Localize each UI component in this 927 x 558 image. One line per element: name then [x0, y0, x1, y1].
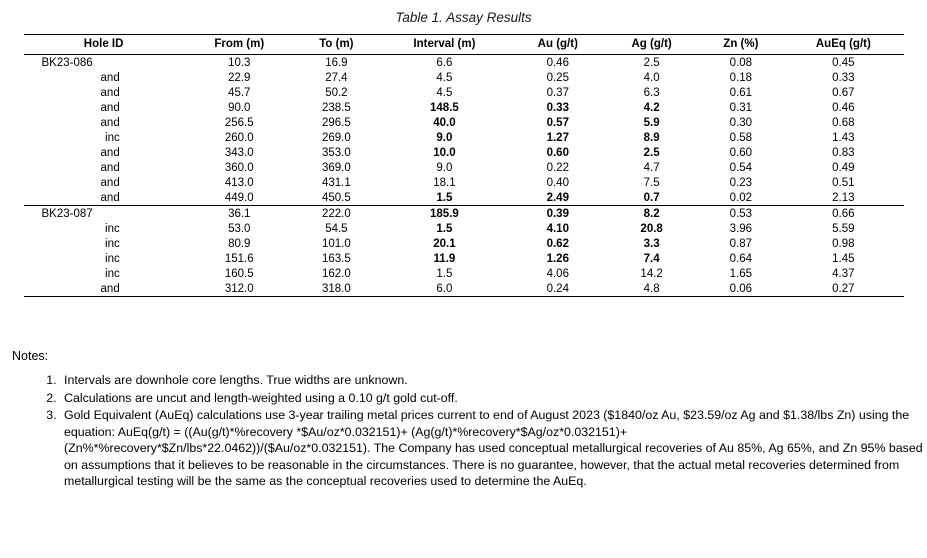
cell-from: 413.0: [224, 176, 254, 189]
cell-interval: 1.5: [436, 267, 453, 280]
cell-interval: 185.9: [378, 206, 511, 222]
cell-hole-id: and: [24, 190, 184, 206]
cell-aueq: 0.33: [832, 71, 855, 84]
cell-aueq: 0.98: [832, 237, 855, 250]
cell-au: 4.06: [546, 267, 569, 280]
cell-au: 2.49: [511, 190, 605, 206]
cell-interval: 1.5: [378, 190, 511, 206]
cell-ag: 4.0: [643, 71, 660, 84]
cell-aueq: 0.66: [783, 206, 903, 222]
cell-zn: 0.02: [699, 190, 784, 206]
table-title: Table 1. Assay Results: [395, 10, 532, 25]
notes-label: Notes:: [12, 349, 49, 363]
cell-to: 222.0: [295, 206, 378, 222]
cell-hole-id: BK23-086: [41, 56, 93, 69]
table-row: [24, 130, 904, 145]
cell-from: 343.0: [224, 146, 254, 159]
table-row: [24, 281, 904, 297]
cell-zn: 3.96: [729, 222, 753, 235]
cell-interval: 18.1: [433, 176, 456, 189]
cell-to: 50.2: [325, 86, 348, 99]
column-header-aueq: AuEq (g/t): [783, 35, 903, 55]
cell-zn: 0.31: [729, 101, 753, 114]
cell-au: 0.33: [546, 101, 569, 114]
cell-hole-id: and: [24, 281, 184, 297]
cell-zn: 0.30: [729, 116, 753, 129]
column-header-au: Au (g/t): [511, 35, 605, 55]
cell-hole-id: and: [100, 86, 120, 99]
cell-interval: 9.0: [436, 161, 453, 174]
cell-zn: 0.87: [729, 237, 753, 250]
cell-interval: 6.6: [436, 56, 453, 69]
cell-hole-id: and: [100, 101, 120, 114]
column-header-ag: Ag (g/t): [605, 35, 699, 55]
cell-ag: 5.9: [643, 116, 660, 129]
cell-au: 0.22: [546, 161, 569, 174]
cell-aueq: 0.51: [832, 176, 855, 189]
cell-aueq: 1.45: [832, 252, 855, 265]
cell-au: 0.57: [546, 116, 569, 129]
cell-aueq: 0.45: [832, 56, 855, 69]
cell-to: 369.0: [321, 161, 351, 174]
cell-to: 318.0: [295, 281, 378, 297]
cell-ag: 20.8: [640, 222, 663, 235]
cell-zn: 0.60: [729, 146, 753, 159]
cell-from: 312.0: [184, 281, 295, 297]
cell-from: 10.3: [228, 56, 251, 69]
cell-zn: 0.58: [729, 131, 753, 144]
cell-zn: 0.53: [699, 206, 784, 222]
cell-from: 256.5: [224, 116, 254, 129]
table-row: [24, 55, 904, 71]
cell-interval: 148.5: [430, 101, 459, 114]
cell-aueq: 0.27: [783, 281, 903, 297]
table-body: [24, 55, 904, 297]
cell-au: 4.10: [546, 222, 569, 235]
cell-hole-id: inc: [105, 267, 120, 280]
cell-hole-id: inc: [105, 237, 120, 250]
column-header-zn: Zn (%): [699, 35, 784, 55]
cell-aueq: 0.83: [832, 146, 855, 159]
cell-interval: 1.5: [436, 222, 453, 235]
column-header-interval: Interval (m): [378, 35, 511, 55]
cell-au: 0.24: [511, 281, 605, 297]
cell-zn: 0.08: [729, 56, 753, 69]
cell-aueq: 1.43: [832, 131, 855, 144]
cell-au: 0.37: [546, 86, 569, 99]
table-row: [24, 70, 904, 85]
cell-au: 0.60: [546, 146, 569, 159]
cell-ag: 2.5: [643, 146, 660, 159]
table-row: [24, 100, 904, 115]
note-item: 1. Intervals are downhole core lengths. True widths are unknown.: [60, 372, 927, 389]
cell-from: 22.9: [228, 71, 251, 84]
cell-ag: 4.8: [605, 281, 699, 297]
cell-ag: 8.9: [643, 131, 660, 144]
table-row: [24, 190, 904, 206]
cell-ag: 6.3: [643, 86, 660, 99]
cell-interval: 11.9: [433, 252, 456, 265]
cell-interval: 6.0: [378, 281, 511, 297]
column-header-hole-id: Hole ID: [24, 35, 184, 55]
cell-zn: 0.23: [729, 176, 753, 189]
cell-au: 0.62: [546, 237, 569, 250]
table-row: [24, 85, 904, 100]
table-row: [24, 175, 904, 190]
cell-interval: 40.0: [433, 116, 456, 129]
cell-au: 0.25: [546, 71, 569, 84]
table-row: [24, 206, 904, 222]
cell-hole-id: and: [100, 146, 120, 159]
cell-to: 27.4: [325, 71, 348, 84]
cell-to: 353.0: [321, 146, 351, 159]
cell-interval: 20.1: [433, 237, 456, 250]
cell-interval: 10.0: [433, 146, 456, 159]
table-row: [24, 266, 904, 281]
cell-to: 269.0: [321, 131, 351, 144]
cell-hole-id: and: [100, 176, 120, 189]
cell-hole-id: BK23-087: [24, 206, 184, 222]
cell-aueq: 0.49: [832, 161, 855, 174]
cell-from: 360.0: [224, 161, 254, 174]
cell-interval: 9.0: [436, 131, 453, 144]
cell-from: 80.9: [228, 237, 251, 250]
table-row: [24, 160, 904, 175]
cell-from: 260.0: [224, 131, 254, 144]
cell-hole-id: and: [100, 116, 120, 129]
table-row: [24, 236, 904, 251]
column-header-from: From (m): [184, 35, 295, 55]
cell-to: 450.5: [295, 190, 378, 206]
cell-ag: 7.4: [643, 252, 660, 265]
cell-to: 431.1: [321, 176, 351, 189]
table-header-row: [24, 35, 904, 55]
cell-zn: 1.65: [729, 267, 753, 280]
cell-from: 53.0: [228, 222, 251, 235]
cell-hole-id: and: [100, 71, 120, 84]
cell-hole-id: inc: [105, 222, 120, 235]
document-page: [0, 10, 927, 490]
cell-to: 296.5: [321, 116, 351, 129]
cell-zn: 0.64: [729, 252, 753, 265]
cell-hole-id: inc: [105, 252, 120, 265]
cell-ag: 4.7: [643, 161, 660, 174]
cell-from: 45.7: [228, 86, 251, 99]
cell-to: 238.5: [321, 101, 351, 114]
cell-hole-id: inc: [105, 131, 120, 144]
cell-zn: 0.61: [729, 86, 753, 99]
cell-au: 1.27: [546, 131, 569, 144]
cell-zn: 0.18: [729, 71, 753, 84]
cell-ag: 3.3: [643, 237, 660, 250]
cell-aueq: 4.37: [832, 267, 855, 280]
cell-to: 101.0: [321, 237, 351, 250]
cell-ag: 14.2: [640, 267, 663, 280]
cell-au: 0.46: [546, 56, 569, 69]
cell-au: 0.40: [546, 176, 569, 189]
cell-to: 16.9: [325, 56, 348, 69]
column-header-to: To (m): [295, 35, 378, 55]
table-row: [24, 221, 904, 236]
cell-zn: 0.54: [729, 161, 753, 174]
cell-au: 1.26: [546, 252, 569, 265]
cell-ag: 0.7: [605, 190, 699, 206]
cell-aueq: 0.67: [832, 86, 855, 99]
cell-aueq: 0.46: [832, 101, 855, 114]
cell-aueq: 5.59: [832, 222, 855, 235]
table-header: [24, 35, 904, 55]
cell-hole-id: and: [100, 161, 120, 174]
cell-ag: 4.2: [643, 101, 660, 114]
cell-au: 0.39: [511, 206, 605, 222]
cell-from: 449.0: [184, 190, 295, 206]
note-item: 2. Calculations are uncut and length-weighted using a 0.10 g/t gold cut-off.: [60, 390, 927, 407]
cell-from: 151.6: [224, 252, 254, 265]
cell-from: 90.0: [228, 101, 251, 114]
notes-list: [0, 372, 927, 490]
table-row: [24, 251, 904, 266]
cell-to: 163.5: [321, 252, 351, 265]
cell-to: 162.0: [321, 267, 351, 280]
cell-from: 160.5: [224, 267, 254, 280]
cell-zn: 0.06: [699, 281, 784, 297]
cell-to: 54.5: [325, 222, 348, 235]
cell-interval: 4.5: [436, 86, 453, 99]
assay-results-table: [24, 34, 904, 297]
table-row: [24, 145, 904, 160]
table-row: [24, 115, 904, 130]
cell-ag: 2.5: [643, 56, 660, 69]
cell-ag: 7.5: [643, 176, 660, 189]
cell-aueq: 0.68: [832, 116, 855, 129]
cell-interval: 4.5: [436, 71, 453, 84]
cell-aueq: 2.13: [783, 190, 903, 206]
note-item: 3. Gold Equivalent (AuEq) calculations use 3-year trailing metal prices current to end of August 2023 ($1840/oz Au, $23.59/oz Ag and $1.38/lbs Zn) using the equation: AuEq(g/t) = ((Au(g/t)*%recovery *$Au/oz*0.032151)+ (Ag(g/t)*%recovery*$Ag/oz*0.032151)+(Zn%*%recovery*$Zn/lbs*22.0462))/($Au/oz*0.032151). The Company has used conceptual metallurgical recoveries of Au 85%, Ag 65%, and Zn 95% based on assumptions that it believes to be reasonable in the circumstances. There is no guarantee, however, that the actual metal recoveries determined from metallurgical testing will be the same as the conceptual recoveries used to determine the AuEq.: [60, 407, 927, 490]
cell-from: 36.1: [184, 206, 295, 222]
cell-ag: 8.2: [605, 206, 699, 222]
